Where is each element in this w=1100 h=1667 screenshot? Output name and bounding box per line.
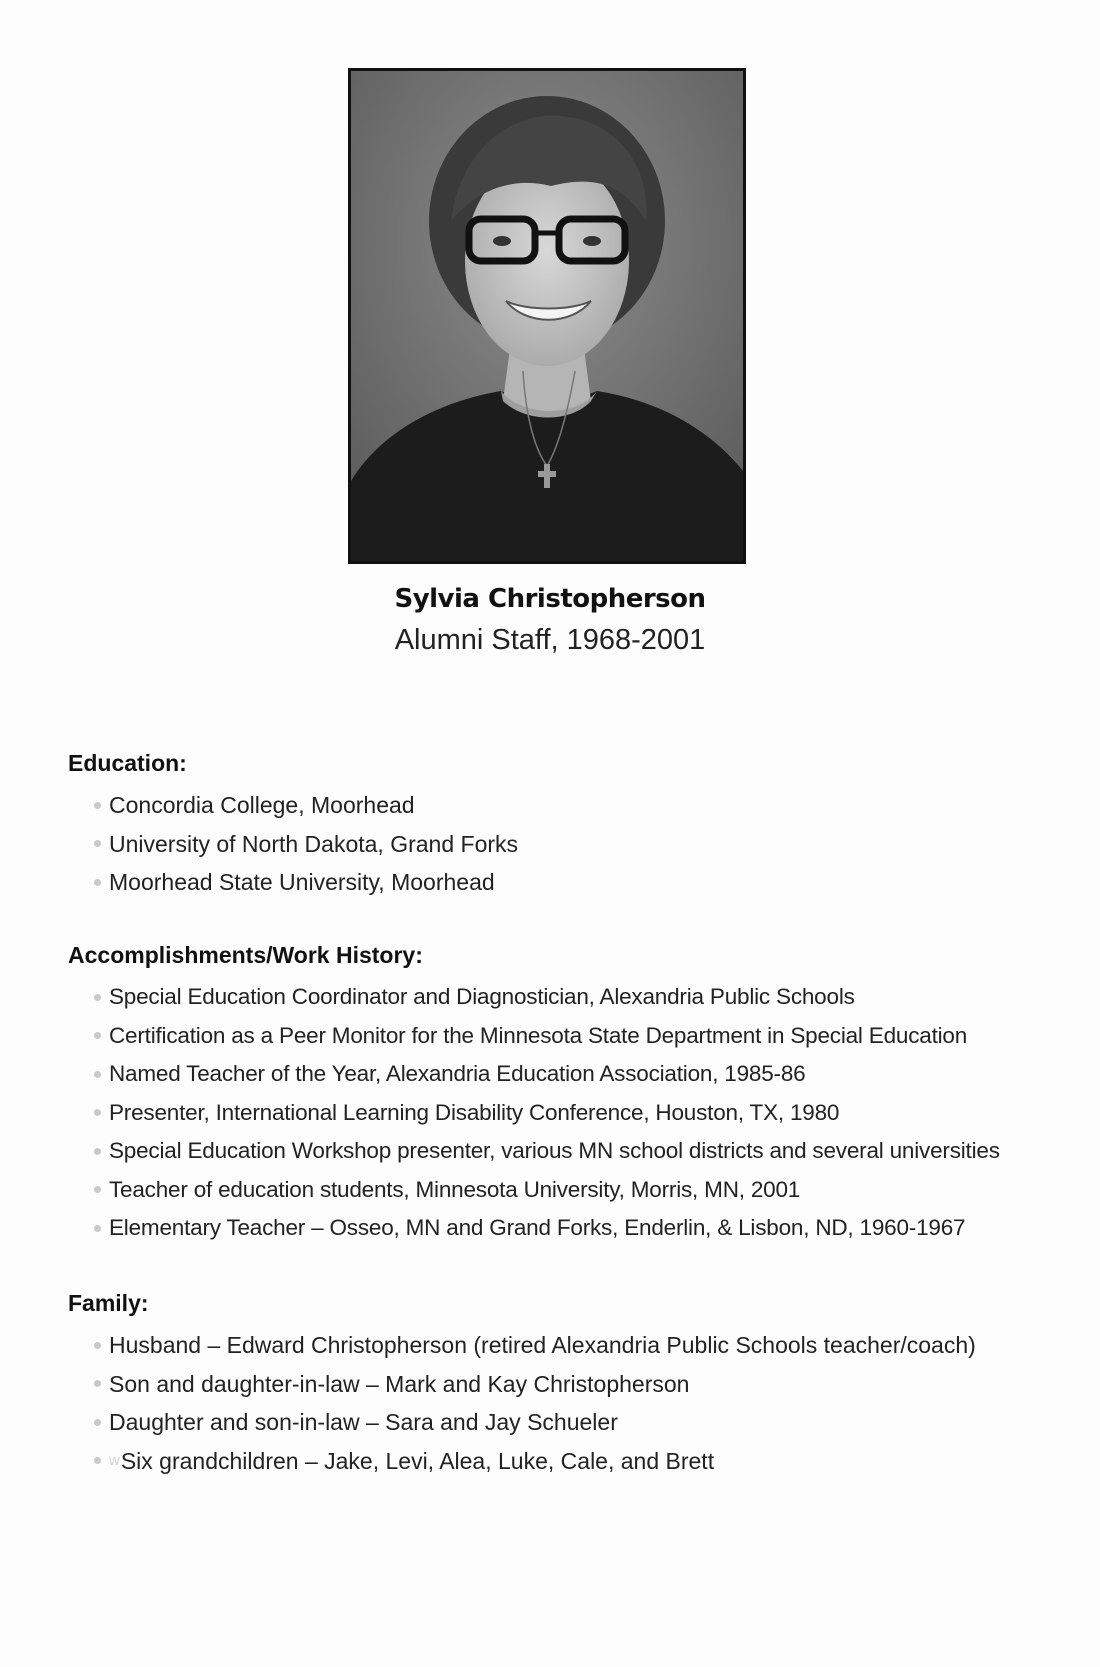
list-item: Teacher of education students, Minnesota University, Morris, MN, 2001 [94, 1171, 1068, 1210]
person-name: Sylvia Christopherson [394, 584, 706, 614]
work-history-section [68, 940, 1068, 1248]
list-item: Elementary Teacher – Osseo, MN and Grand Forks, Enderlin, & Lisbon, ND, 1960-1967 [94, 1209, 1068, 1248]
stray-mark: w [109, 1451, 120, 1469]
person-role: Alumni Staff, 1968-2001 [394, 624, 706, 656]
bullet-icon [94, 802, 101, 809]
bullet-icon [94, 879, 101, 886]
list-item: w Six grandchildren – Jake, Levi, Alea, Luke, Cale, and Brett [94, 1442, 1068, 1481]
bullet-icon [94, 1148, 101, 1155]
education-heading: Education: [68, 750, 187, 776]
bullet-icon [94, 1457, 101, 1464]
family-heading: Family: [68, 1290, 149, 1316]
list-item: Certification as a Peer Monitor for the Minnesota State Department in Special Education [94, 1017, 1068, 1056]
bullet-icon [94, 994, 101, 1001]
work-history-heading: Accomplishments/Work History: [68, 942, 423, 968]
list-item: Presenter, International Learning Disability Conference, Houston, TX, 1980 [94, 1094, 1068, 1133]
bullet-icon [94, 840, 101, 847]
education-section [68, 748, 1068, 902]
bullet-icon [94, 1109, 101, 1116]
bullet-icon [94, 1225, 101, 1232]
family-section [68, 1288, 1068, 1480]
bullet-icon [94, 1380, 101, 1387]
education-list [68, 786, 1068, 902]
list-item: Concordia College, Moorhead [94, 786, 1068, 825]
portrait-photo [348, 68, 746, 564]
bullet-icon [94, 1419, 101, 1426]
portrait-photo-icon [351, 71, 743, 561]
list-item: Special Education Workshop presenter, various MN school districts and several universities [94, 1132, 1068, 1171]
list-item: Daughter and son-in-law – Sara and Jay Schueler [94, 1403, 1068, 1442]
work-history-list [68, 978, 1068, 1248]
bullet-icon [94, 1032, 101, 1039]
bullet-icon [94, 1071, 101, 1078]
list-item: Named Teacher of the Year, Alexandria Education Association, 1985-86 [94, 1055, 1068, 1094]
family-list [68, 1326, 1068, 1480]
list-item: Son and daughter-in-law – Mark and Kay Christopherson [94, 1365, 1068, 1404]
list-item: University of North Dakota, Grand Forks [94, 825, 1068, 864]
bullet-icon [94, 1186, 101, 1193]
list-item: Moorhead State University, Moorhead [94, 863, 1068, 902]
list-item: Special Education Coordinator and Diagnostician, Alexandria Public Schools [94, 978, 1068, 1017]
bullet-icon [94, 1342, 101, 1349]
list-item: Husband – Edward Christopherson (retired Alexandria Public Schools teacher/coach) [94, 1326, 1068, 1365]
